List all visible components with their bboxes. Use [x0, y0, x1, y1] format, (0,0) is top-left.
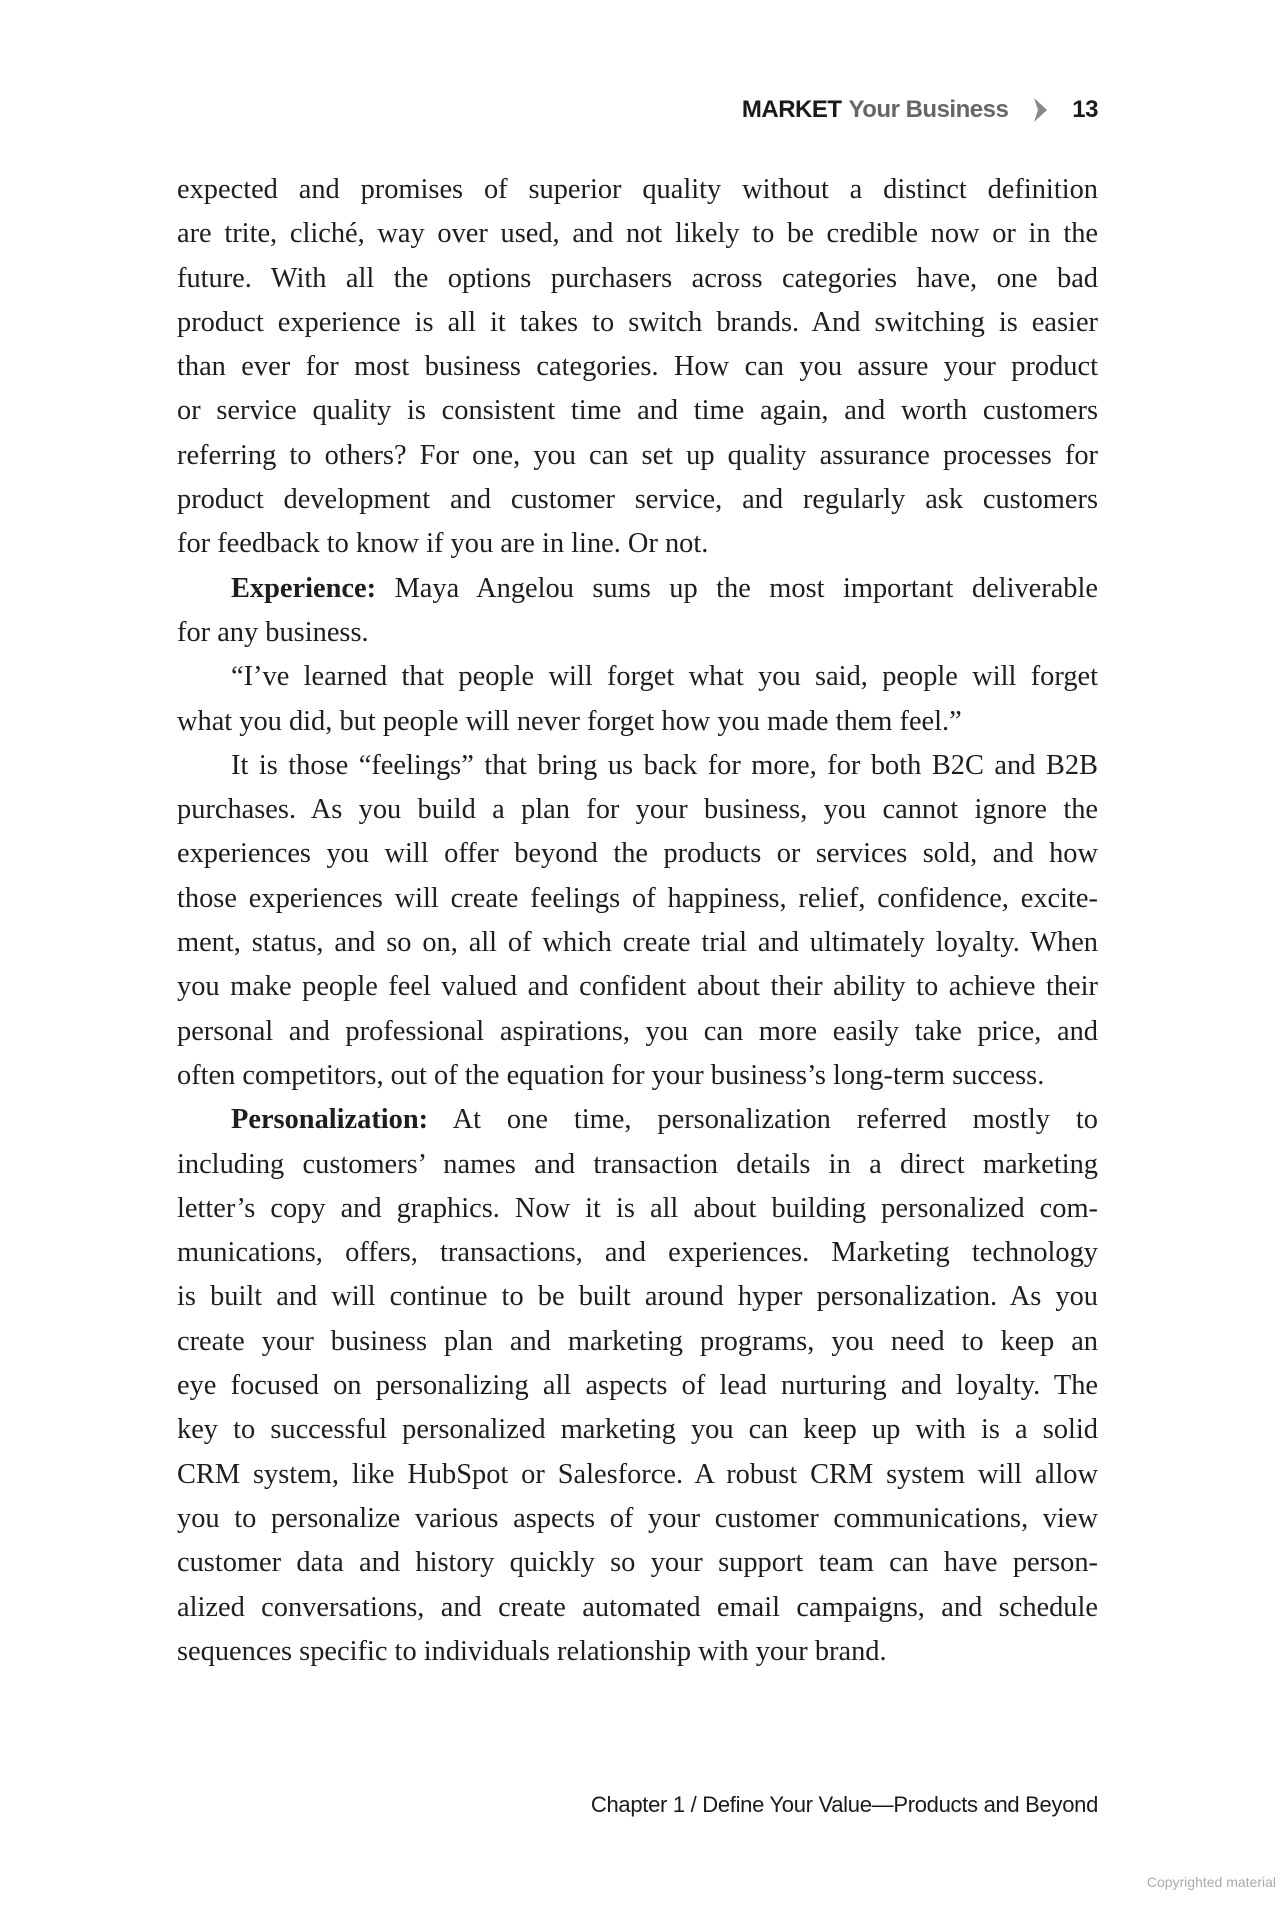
text-line: [177, 1054, 1098, 1098]
line-text: Maya Angelou sums up the most important deliverable: [394, 572, 1098, 604]
text-line: [177, 1010, 1098, 1054]
line-text: product experience is all it takes to switch brands. And switching is easier: [177, 306, 1098, 338]
line-text: than ever for most business categories. How can you assure your product: [177, 351, 1098, 383]
text-line: [177, 1320, 1098, 1364]
line-text: often competitors, out of the equation for your business’s long-term success.: [177, 1059, 1045, 1091]
line-text: sequences specific to individuals relationship with your brand.: [177, 1635, 887, 1667]
text-line: [177, 788, 1098, 832]
paragraph-lead-in: Personalization:: [231, 1104, 429, 1136]
line-text: experiences you will offer beyond the products or services sold, and how: [177, 838, 1098, 870]
line-text: key to successful personalized marketing you can keep up with is a solid: [177, 1414, 1098, 1446]
running-header: [742, 96, 1098, 124]
text-line: [177, 1586, 1098, 1630]
body-text: [177, 168, 1098, 1674]
line-text: create your business plan and marketing programs, you need to keep an: [177, 1325, 1098, 1357]
text-line: [177, 1143, 1098, 1187]
line-text: expected and promises of superior quality without a distinct definition: [177, 174, 1098, 205]
text-line: [177, 877, 1098, 921]
paragraph: [177, 168, 1098, 567]
line-text: what you did, but people will never forget how you made them feel.”: [177, 705, 962, 737]
line-text: is built and will continue to be built around hyper personalization. As you: [177, 1281, 1098, 1313]
text-line: [177, 921, 1098, 965]
line-text: munications, offers, transactions, and experiences. Marketing technology: [177, 1237, 1098, 1269]
text-line: [177, 1453, 1098, 1497]
text-line: [177, 700, 1098, 744]
text-line: [177, 1497, 1098, 1541]
line-text: those experiences will create feelings of happiness, relief, confidence, excite-: [177, 882, 1098, 914]
header-section-title: Your Business: [848, 96, 1009, 123]
line-text: referring to others? For one, you can set up quality assurance processes for: [177, 439, 1098, 471]
text-line: [177, 655, 1098, 699]
line-text: including customers’ names and transaction details in a direct marketing: [177, 1148, 1098, 1180]
paragraph-lead-in: Experience:: [231, 572, 377, 604]
line-text: personal and professional aspirations, you can more easily take price, and: [177, 1015, 1098, 1047]
text-line: [177, 478, 1098, 522]
text-line: [177, 389, 1098, 433]
line-text: eye focused on personalizing all aspects of lead nurturing and loyalty. The: [177, 1370, 1098, 1402]
line-text: product development and customer service, and regularly ask customers: [177, 484, 1098, 516]
line-text: for feedback to know if you are in line. Or not.: [177, 528, 709, 560]
paragraph: [177, 1098, 1098, 1674]
text-line: [177, 1364, 1098, 1408]
header-section-bold: MARKET: [741, 96, 842, 123]
text-line: [177, 434, 1098, 478]
text-line: [177, 1630, 1098, 1674]
text-line: [177, 522, 1098, 566]
line-text: At one time, personalization referred mostly to: [452, 1104, 1098, 1136]
text-line: [177, 832, 1098, 876]
text-line: [177, 1408, 1098, 1452]
text-line: [177, 301, 1098, 345]
text-line: [177, 1541, 1098, 1585]
text-line: [177, 345, 1098, 389]
line-text: purchases. As you build a plan for your business, you cannot ignore the: [177, 794, 1098, 826]
text-line: [177, 1098, 1098, 1142]
paragraph: [177, 744, 1098, 1098]
text-line: [177, 1187, 1098, 1231]
line-text: It is those “feelings” that bring us back for more, for both B2C and B2B: [231, 749, 1098, 781]
running-footer: Chapter 1 / Define Your Value—Products and Beyond: [590, 1792, 1098, 1817]
line-text: CRM system, like HubSpot or Salesforce. A robust CRM system will allow: [177, 1458, 1098, 1490]
line-text: you to personalize various aspects of your customer communications, view: [177, 1502, 1098, 1534]
text-line: [177, 611, 1098, 655]
text-line: [177, 744, 1098, 788]
text-line: [177, 168, 1098, 212]
line-text: alized conversations, and create automated email campaigns, and schedule: [177, 1591, 1098, 1623]
text-line: [177, 965, 1098, 1009]
line-text: for any business.: [177, 616, 369, 648]
line-text: future. With all the options purchasers across categories have, one bad: [177, 262, 1098, 294]
line-text: letter’s copy and graphics. Now it is all about building personalized com-: [177, 1192, 1098, 1224]
line-text: you make people feel valued and confident about their ability to achieve their: [177, 971, 1098, 1003]
text-line: [177, 212, 1098, 256]
copyright-watermark: Copyrighted material: [1146, 1874, 1276, 1890]
line-text: are trite, cliché, way over used, and not likely to be credible now or in the: [177, 218, 1098, 250]
text-line: [177, 567, 1098, 611]
line-text: “I’ve learned that people will forget what you said, people will forget: [231, 661, 1098, 693]
page-number: 13: [1072, 96, 1098, 123]
paragraph: [177, 655, 1098, 744]
text-line: [177, 1231, 1098, 1275]
chevron-right-icon: [1032, 97, 1050, 123]
line-text: or service quality is consistent time and time again, and worth customers: [177, 395, 1098, 427]
line-text: ment, status, and so on, all of which create trial and ultimately loyalty. When: [177, 927, 1098, 959]
text-line: [177, 1275, 1098, 1319]
text-line: [177, 257, 1098, 301]
line-text: customer data and history quickly so your support team can have person-: [177, 1547, 1098, 1579]
paragraph: [177, 567, 1098, 656]
